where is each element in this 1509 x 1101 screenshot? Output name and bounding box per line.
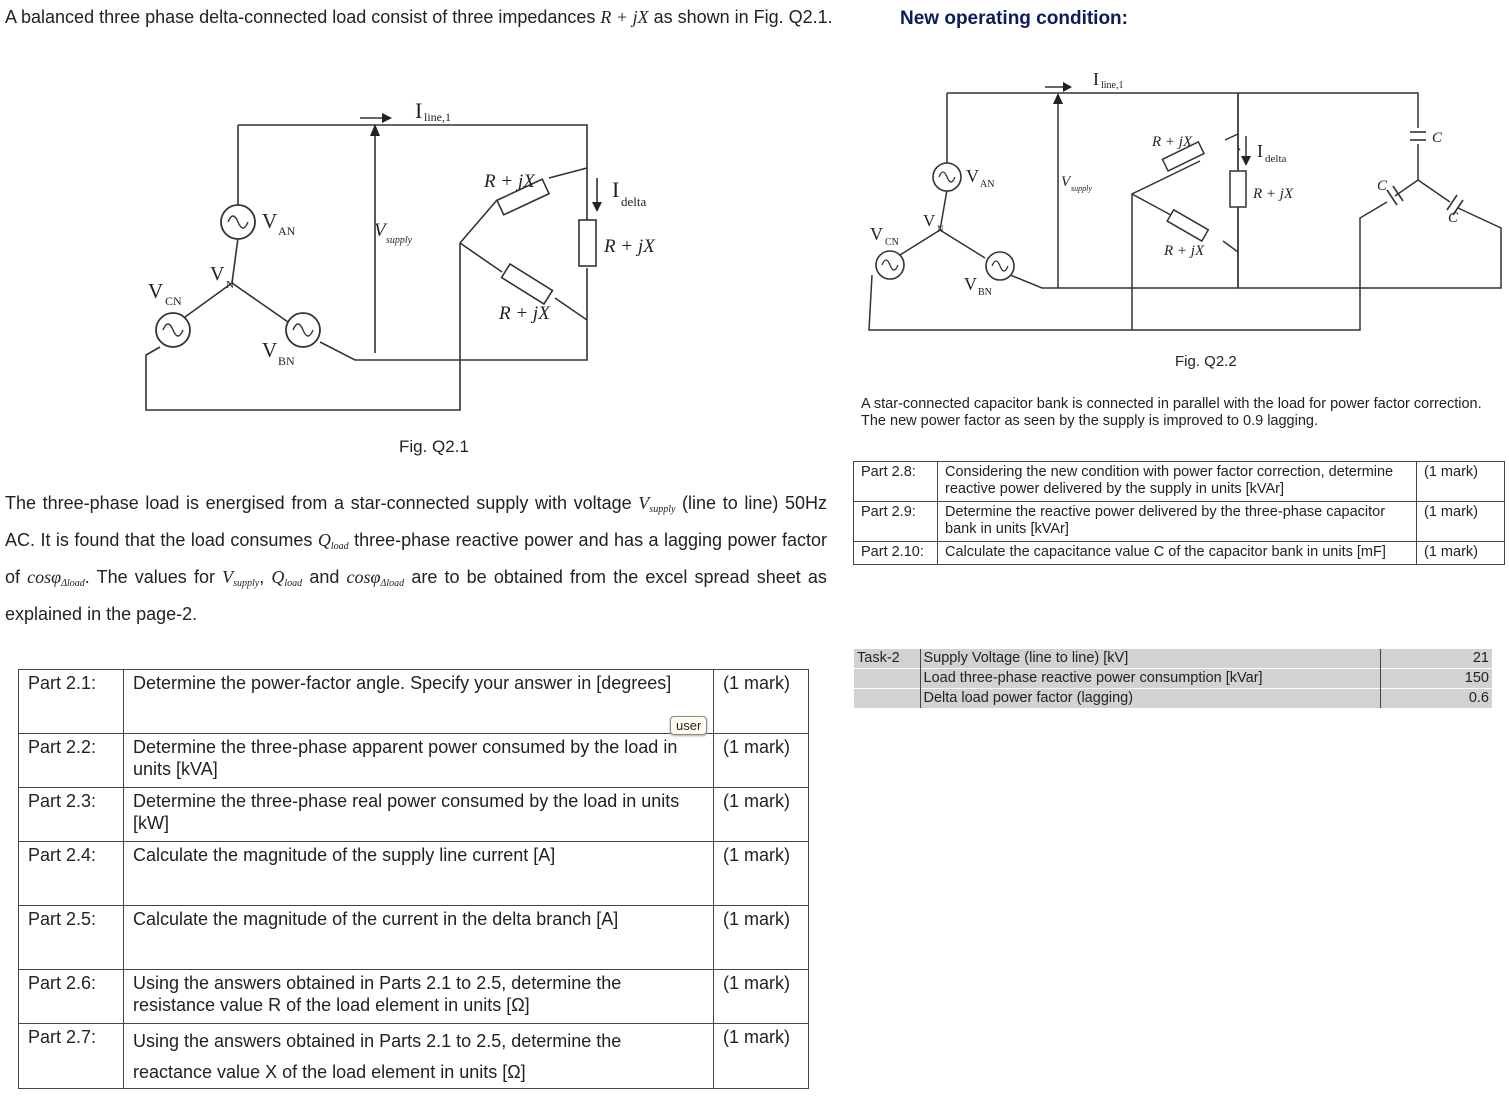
table-row: Part 2.1: Determine the power-factor angle. Specify your answer in [degrees] (1 mark) (19, 670, 809, 734)
table-row: Part 2.4: Calculate the magnitude of the supply line current [A] (1 mark) (19, 842, 809, 906)
svg-text:R + jX: R + jX (1164, 243, 1205, 259)
svg-text:supply: supply (1071, 184, 1092, 193)
user-badge[interactable]: user (670, 716, 707, 735)
impedance-symbol: R + jX (600, 7, 649, 27)
svg-text:V: V (964, 274, 977, 294)
table-row: Part 2.8: Considering the new condition with power factor correction, determine reactive power delivered by the supply in units [kVAr] (1 mark) (854, 462, 1505, 502)
table-row: Part 2.6: Using the answers obtained in Parts 2.1 to 2.5, determine the resistance value R of the load element in units [Ω] (1 mark) (19, 970, 809, 1024)
svg-text:BN: BN (978, 287, 992, 298)
fig-caption-q2-1: Fig. Q2.1 (399, 437, 469, 456)
label-vn-sub: N (226, 279, 234, 291)
svg-text:CN: CN (885, 237, 899, 248)
label-z2: R + jX (604, 236, 655, 257)
label-cap-2: C (1377, 178, 1388, 194)
label-vsupply: V (374, 220, 386, 241)
parts-table-right (853, 461, 1505, 565)
fig-caption-q2-2: Fig. Q2.2 (1175, 353, 1237, 370)
table-row: Part 2.2: Determine the three-phase apparent power consumed by the load in units [kVA] (1 mark) (19, 734, 809, 788)
svg-text:delta: delta (1265, 153, 1287, 165)
table-row: Load three-phase reactive power consumption [kVar] 150 (854, 669, 1492, 689)
resistor-vertical (579, 220, 596, 266)
svg-text:R + jX: R + jX (1152, 134, 1193, 150)
label-vcn: V (148, 279, 164, 303)
table-row: Part 2.5: Calculate the magnitude of the current in the delta branch [A] (1 mark) (19, 906, 809, 970)
label-cap-1: C (1432, 130, 1443, 146)
label-vbn: V (262, 338, 278, 362)
svg-text:I: I (1257, 141, 1263, 161)
task-data-table (854, 648, 1492, 708)
svg-text:I: I (1093, 69, 1099, 89)
resistor-bottom (502, 264, 553, 304)
label-z3: R + jX (499, 303, 550, 324)
svg-text:V: V (870, 224, 883, 244)
label-z1: R + jX (484, 171, 535, 192)
table-row: Part 2.7: Using the answers obtained in Parts 2.1 to 2.5, determine the reactance value X of the load element in units [Ω] (1 mark) (19, 1024, 809, 1089)
circuit-diagram-q2-1 (130, 90, 690, 420)
problem-paragraph: The three-phase load is energised from a star-connected supply with voltage $V_{supply}$ (line to line) 50Hz AC. It is found that the load consumes $Q_{load}$ three-phase reactive power and has a lagging power factor of cosφ$_{\Delta load}$. The values for $V_{supply}$, $Q_{load}$ and cosφ$_{\Delta load}$ are to be obtained from the excel spread sheet as explained in the page-2. (5, 493, 828, 624)
svg-text:N: N (937, 224, 944, 234)
svg-text:V: V (1061, 174, 1071, 190)
table-row: Part 2.3: Determine the three-phase real power consumed by the load in units [kW] (1 mark) (19, 788, 809, 842)
label-idelta-sub: delta (621, 194, 647, 209)
table-row: Task-2 Supply Voltage (line to line) [kV] 21 (854, 649, 1492, 669)
label-van: V (262, 209, 278, 233)
circuit-diagram-q2-2 (860, 60, 1509, 340)
pf-correction-note: A star-connected capacitor bank is connected in parallel with the load for power factor correction. The new power factor as seen by the supply is improved to 0.9 lagging. (861, 396, 1482, 429)
svg-text:line,1: line,1 (1101, 80, 1124, 91)
svg-text:V: V (966, 166, 979, 186)
label-van-sub: AN (278, 224, 296, 238)
svg-text:R + jX: R + jX (1253, 186, 1294, 202)
table-row: Part 2.10: Calculate the capacitance value C of the capacitor bank in units [mF] (1 mark) (854, 542, 1505, 565)
label-i-line: I (415, 98, 423, 123)
label-idelta: I (612, 177, 620, 202)
table-row: Part 2.9: Determine the reactive power delivered by the three-phase capacitor bank in units [kVAr] (1 mark) (854, 502, 1505, 542)
label-vsupply-sub: supply (386, 235, 413, 246)
svg-text:V: V (923, 211, 936, 230)
table-row: Delta load power factor (lagging) 0.6 (854, 689, 1492, 709)
intro-text: A balanced three phase delta-connected load consist of three impedances R + jX as shown in Fig. Q2.1. (5, 7, 833, 27)
label-vn: V (210, 263, 225, 285)
label-vcn-sub: CN (165, 294, 182, 308)
svg-text:AN: AN (980, 179, 995, 190)
new-condition-title: New operating condition: (900, 8, 1128, 29)
label-i-line-sub: line,1 (424, 110, 451, 124)
label-vbn-sub: BN (278, 354, 295, 368)
label-cap-3: C (1448, 210, 1459, 226)
